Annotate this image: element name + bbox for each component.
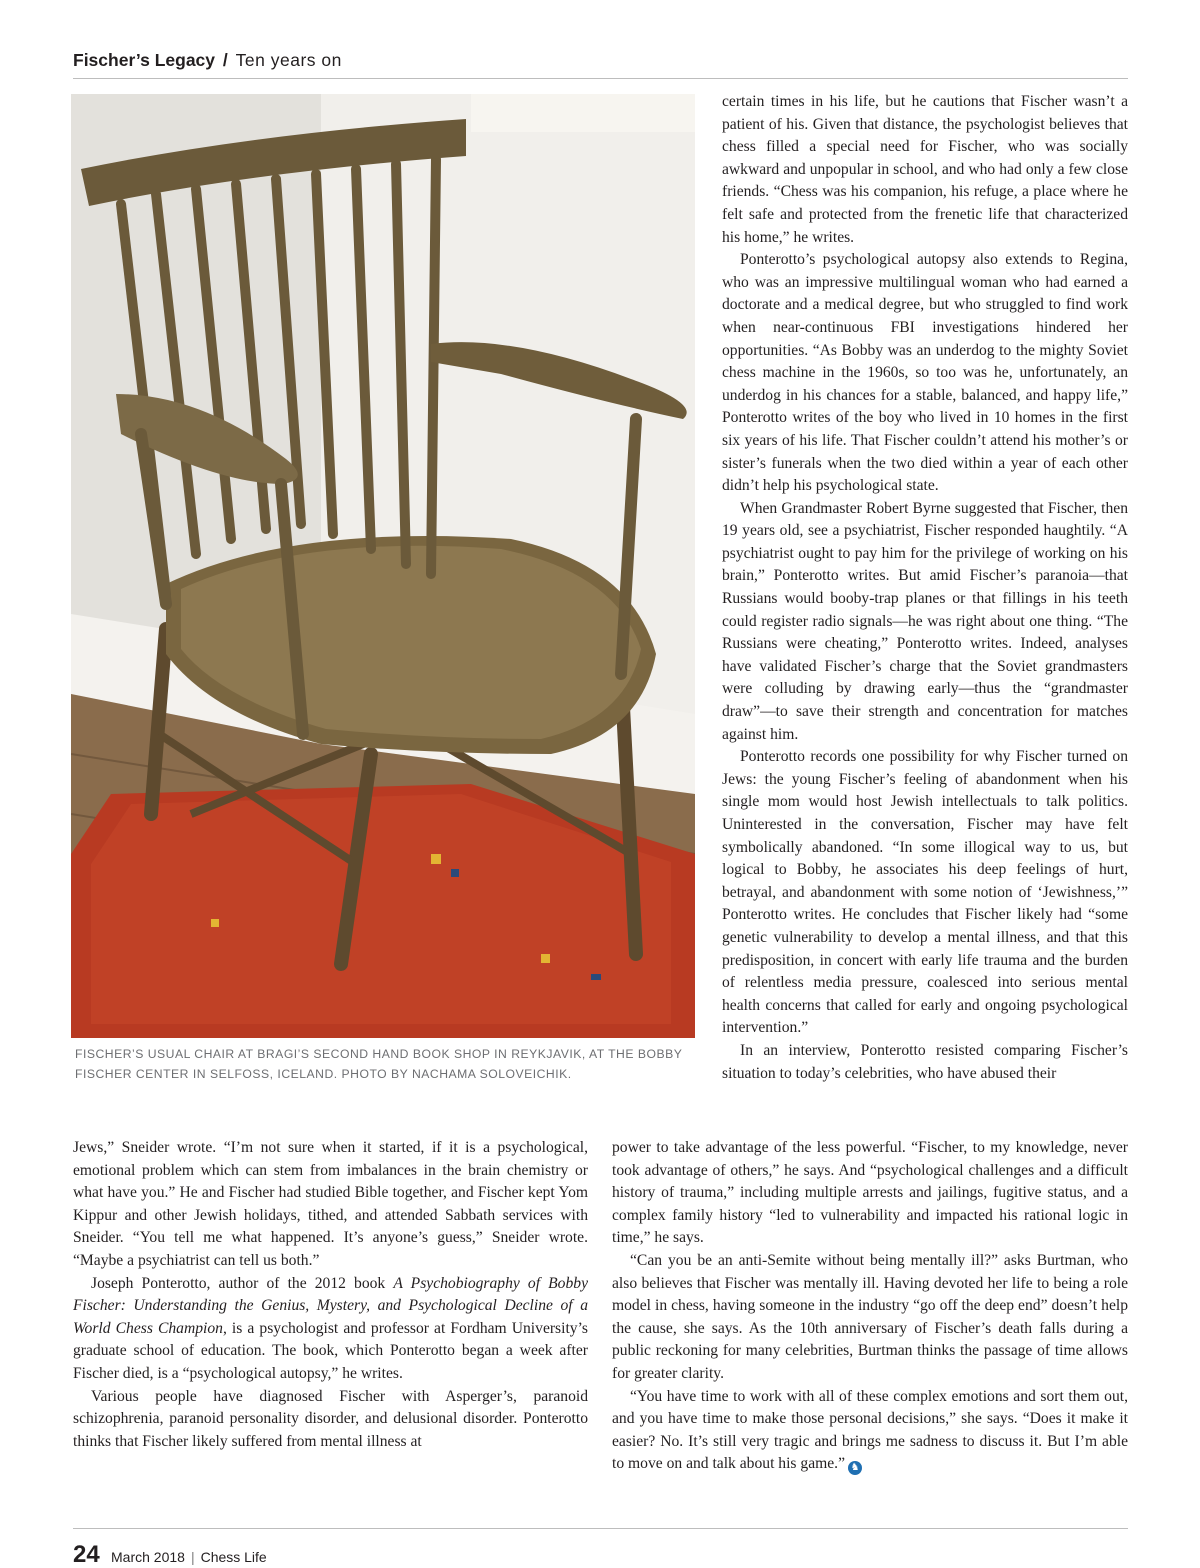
running-header	[73, 50, 1128, 79]
paragraph: In an interview, Ponterotto resisted comparing Fischer’s situation to today’s celebrities, who have abused their	[722, 1041, 1128, 1082]
text-run: Joseph Ponterotto, author of the 2012 book	[91, 1274, 394, 1292]
final-paragraph-text: “You have time to work with all of these complex emotions and sort them out, and you have time to make those personal decisions,” she says. “Does it make it easier? No. It’s still very tragic and brings me sadness to discuss it. But I’m able to move on and talk about his game.”	[612, 1387, 1128, 1473]
photo-caption: FISCHER’S USUAL CHAIR AT BRAGI’S SECOND HAND BOOK SHOP IN REYKJAVIK, AT THE BOBBY FISCHER CENTER IN SELFOSS, ICELAND. PHOTO BY NACHAMA SOLOVEICHIK.	[75, 1047, 683, 1081]
page-footer	[73, 1528, 1128, 1568]
issue-date: March 2018	[111, 1549, 185, 1565]
paragraph: Ponterotto records one possibility for why Fischer turned on Jews: the young Fischer’s feeling of abandonment when his single mom would host Jewish intellectuals to talk politics. Uninterested in the conversation, Fischer may have felt symbolically abandoned. “In some illogical way to us, but logical to Bobby, he associates his deep feelings of hurt, betrayal, and abandonment with some notion of ‘Jewishness,’” Ponterotto writes. He concludes that Fischer likely had “some genetic vulnerability to develop a mental illness, and that this predisposition, in concert with early life trauma and the burden of relentless media pressure, coalesced into serious mental health concerns that called for early and ongoing psychological intervention.”	[722, 748, 1128, 1037]
paragraph: Ponterotto’s psychological autopsy also extends to Regina, who was an impressive multilingual woman who had earned a doctorate and a medical degree, but who struggled to find work when near-continuous FBI investigations hindered her opportunities. “As Bobby was an underdog to the mighty Soviet chess machine in the 1960s, so too was he, unfortunately, an underdog in his chances for a stable, balanced, and happy life,” Ponterotto writes of the boy who lived in 10 homes in the first six years of his life. That Fischer couldn’t attend his mother’s or sister’s funerals when the two died within a year of each other didn’t help his psychological state.	[722, 251, 1128, 495]
article-column-left	[73, 1137, 588, 1453]
article-column-right-lower	[612, 1137, 1128, 1476]
article-column-right	[722, 91, 1128, 1085]
section-title: Fischer’s Legacy	[73, 50, 216, 70]
section-subtitle: Ten years on	[235, 50, 342, 70]
chair-illustration	[71, 94, 695, 1038]
paragraph: Jews,” Sneider wrote. “I’m not sure when it started, if it is a psychological, emotional problem which can stem from imbalances in the brain chemistry or what have you.” He and Fischer had studied Bible together, and Fischer kept Yom Kippur and other Jewish holidays, tithed, and attended Sabbath services with Sneider. “You tell me what happened. It’s anyone’s guess,” Sneider wrote. “Maybe a psychiatrist can tell us both.”	[73, 1139, 588, 1269]
paragraph-final	[612, 1386, 1128, 1476]
paragraph: “Can you be an anti-Semite without being mentally ill?” asks Burtman, who also believes that Fischer was mentally ill. Having devoted her life to being a role model in chess, having someone in the industry “go off the deep end” doesn’t help the cause, she says. As the 10th anniversary of Fischer’s death falls during a public reckoning for many celebrities, Burtman thinks the passage of time allows for greater clarity.	[612, 1251, 1128, 1382]
paragraph: power to take advantage of the less powerful. “Fischer, to my knowledge, never took advantage of others,” he says. And “psychological challenges and a difficult history of trauma,” including multiple arrests and jailings, fugitive status, and a complex family history “led to vulnerability and impacted his rational logic in time,” he says.	[612, 1139, 1128, 1247]
paragraph: Various people have diagnosed Fischer with Asperger’s, paranoid schizophrenia, paranoid personality disorder, and delusional disorder. Ponterotto thinks that Fischer likely suffered from mental illness at	[73, 1387, 588, 1450]
book-title: A Psychobiography of Bobby Fischer: Understanding the Genius, Mystery, and Psychological Decline of a World Chess Champion	[73, 1274, 588, 1337]
paragraph	[73, 1273, 588, 1386]
footer-separator: |	[190, 1549, 195, 1565]
text-run: , is a psychologist and professor at Fordham University’s graduate school of education. The book, which Ponterotto began a week after Fischer died, is a “psychological autopsy,” he writes.	[73, 1319, 588, 1382]
footer-meta	[111, 1549, 267, 1565]
knight-endmark-icon: ♞	[848, 1461, 862, 1475]
paragraph: certain times in his life, but he cautions that Fischer wasn’t a patient of his. Given that distance, the psychologist believes that chess filled a special need for Fischer, who was socially awkward and unpopular in school, and who had only a few close friends. “Chess was his companion, his refuge, a place where he felt safe and protected from the frenetic life that characterized his home,” he writes.	[722, 93, 1128, 246]
chair-photo	[71, 94, 695, 1038]
header-separator: /	[222, 50, 228, 70]
paragraph: When Grandmaster Robert Byrne suggested that Fischer, then 19 years old, see a psychiatrist, Fischer responded haughtily. “A psychiatrist ought to pay him for the privilege of working on his brain,” Ponterotto writes. But amid Fischer’s paranoia—that Russians would booby-trap planes or that fillings in his teeth could register radio signals—he was right about one thing. “The Russians were cheating,” Ponterotto writes. Indeed, analyses have validated Fischer’s charge that the Soviet grandmasters were colluding by drawing early—thus the “grandmaster draw”—to save their strength and concentration for matches against him.	[722, 499, 1128, 743]
magazine-name: Chess Life	[200, 1549, 267, 1565]
page-number: 24	[73, 1541, 100, 1568]
